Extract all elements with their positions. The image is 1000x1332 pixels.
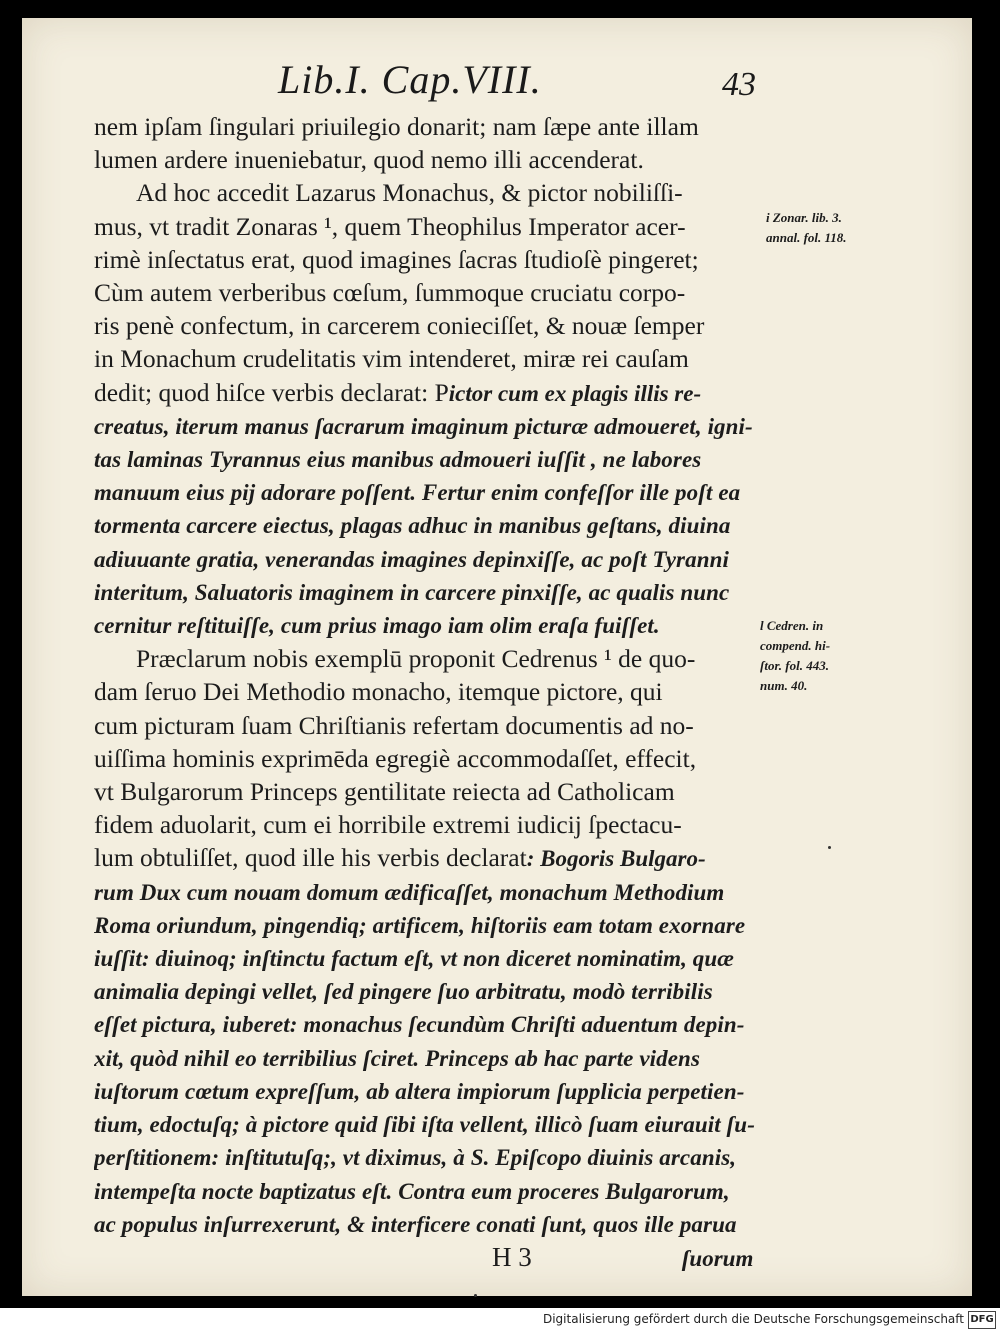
text-line: Cùm autem verberibus cœſum, ſummoque cruciatu corpo- — [94, 278, 686, 308]
text-line: Roma oriundum, pingendiq; artificem, hiſtoriis eam totam exornare — [94, 912, 746, 938]
text-line: tium, edoctuſq; à pictore quid ſibi iſta vellent, illicò ſuam eiurauit ſu- — [94, 1112, 755, 1138]
text-line: adiuuante gratia, venerandas imagines depinxiſſe, ac poſt Tyranni — [94, 546, 729, 572]
signature-line — [94, 1241, 774, 1275]
text-line: rum Dux cum nouam domum ædificaſſet, monachum Methodium — [94, 879, 725, 905]
text-line: uiſſima hominis exprimēda egregiè accommodaſſet, effecit, — [94, 743, 697, 773]
text-line: mus, vt tradit Zonaras ¹, quem Theophilus Imperator acer- — [94, 211, 686, 241]
margin-note-cedrenus — [760, 616, 830, 696]
text-line: ris penè confectum, in carcerem conieciſſet, & nouæ ſemper — [94, 311, 705, 341]
catchword: ſuorum — [681, 1245, 754, 1271]
book-page — [22, 18, 972, 1296]
text-line: nem ipſam ſingulari priuilegio donarit; nam ſæpe ante illam — [94, 112, 699, 141]
text-line: lum obtuliſſet, quod ille his verbis declarat: Bogoris Bulgaro- — [94, 843, 706, 873]
stray-mark — [474, 1294, 477, 1297]
text-line: dedit; quod hiſce verbis declarat: Pictor cum ex plagis illis re- — [94, 377, 702, 407]
text-line: cum picturam ſuam Chriſtianis refertam documentis ad no- — [94, 710, 694, 740]
dfg-logo-icon: DFG — [968, 1311, 996, 1329]
text-line: cernitur reſtituiſſe, cum prius imago iam olim eraſa fuiſſet. — [94, 613, 660, 639]
margin-note-line: num. 40. — [760, 678, 808, 693]
text-line: Ad hoc accedit Lazarus Monachus, & pictor nobiliſſi- — [136, 178, 683, 208]
text-line: ac populus inſurrexerunt, & interficere conati ſunt, quos ille parua — [94, 1211, 737, 1237]
text-line: vt Bulgarorum Princeps gentilitate reiecta ad Catholicam — [94, 777, 675, 807]
running-head: Lib.I. Cap.VIII. — [278, 57, 542, 102]
margin-note-line: ſtor. fol. 443. — [760, 658, 829, 673]
text-line: creatus, iterum manus ſacrarum imaginum picturæ admoueret, igni- — [94, 413, 753, 439]
margin-note-line: l Cedren. in — [760, 618, 824, 633]
text-line: tormenta carcere eiectus, plagas adhuc in manibus geſtans, diuina — [94, 513, 731, 539]
text-line: interitum, Saluatoris imaginem in carcere pinxiſſe, ac qualis nunc — [94, 579, 730, 605]
text-line: animalia depingi vellet, ſed pingere ſuo arbitratu, modò terribilis — [94, 979, 713, 1005]
text-line: manuum eius pij adorare poſſent. Fertur enim confeſſor ille poſt ea — [94, 480, 741, 506]
text-line: Præclarum nobis exemplū proponit Cedrenus ¹ de quo- — [136, 644, 696, 674]
margin-note-line: i Zonar. lib. 3. — [766, 210, 842, 225]
text-line: iuſſit: diuinoq; inſtinctu factum eſt, vt non diceret nominatim, quæ — [94, 946, 734, 972]
signature-mark: H 3 — [492, 1241, 532, 1272]
text-line: in Monachum crudelitatis vim intenderet, miræ rei cauſam — [94, 344, 689, 374]
margin-note-line: annal. fol. 118. — [766, 230, 847, 245]
text-line: tas laminas Tyrannus eius manibus admoueri iuſſit , ne labores — [94, 447, 702, 473]
text-line: intempeſta nocte baptizatus eſt. Contra eum proceres Bulgarorum, — [94, 1178, 730, 1204]
text-line: perſtitionem: inſtitutuſq;, vt diximus, à S. Epiſcopo diuinis arcanis, — [94, 1145, 737, 1171]
stray-mark — [828, 846, 831, 849]
text-line: rimè inſectatus erat, quod imagines ſacras ſtudioſè pingeret; — [94, 244, 699, 274]
body-text — [94, 110, 774, 1275]
page-number: 43 — [722, 66, 756, 103]
text-line: fidem aduolarit, cum ei horribile extremi iudicij ſpectacu- — [94, 810, 682, 840]
text-line: lumen ardere inueniebatur, quod nemo illi accenderat. — [94, 145, 644, 175]
text-line: iuſtorum cœtum expreſſum, ab altera impiorum ſupplicia perpetien- — [94, 1078, 745, 1104]
text-line: xit, quòd nihil eo terribilius ſciret. Princeps ab hac parte videns — [94, 1045, 700, 1071]
funding-credit: Digitalisierung gefördert durch die Deutsche Forschungsgemeinschaft — [542, 1312, 964, 1326]
margin-note-zonaras — [766, 208, 847, 248]
footer-bar — [0, 1308, 1000, 1332]
margin-note-line: compend. hi- — [760, 638, 831, 653]
text-line: eſſet pictura, iuberet: monachus ſecundùm Chriſti aduentum depin- — [94, 1012, 745, 1038]
text-line: dam ſeruo Dei Methodio monacho, itemque pictore, qui — [94, 677, 663, 707]
